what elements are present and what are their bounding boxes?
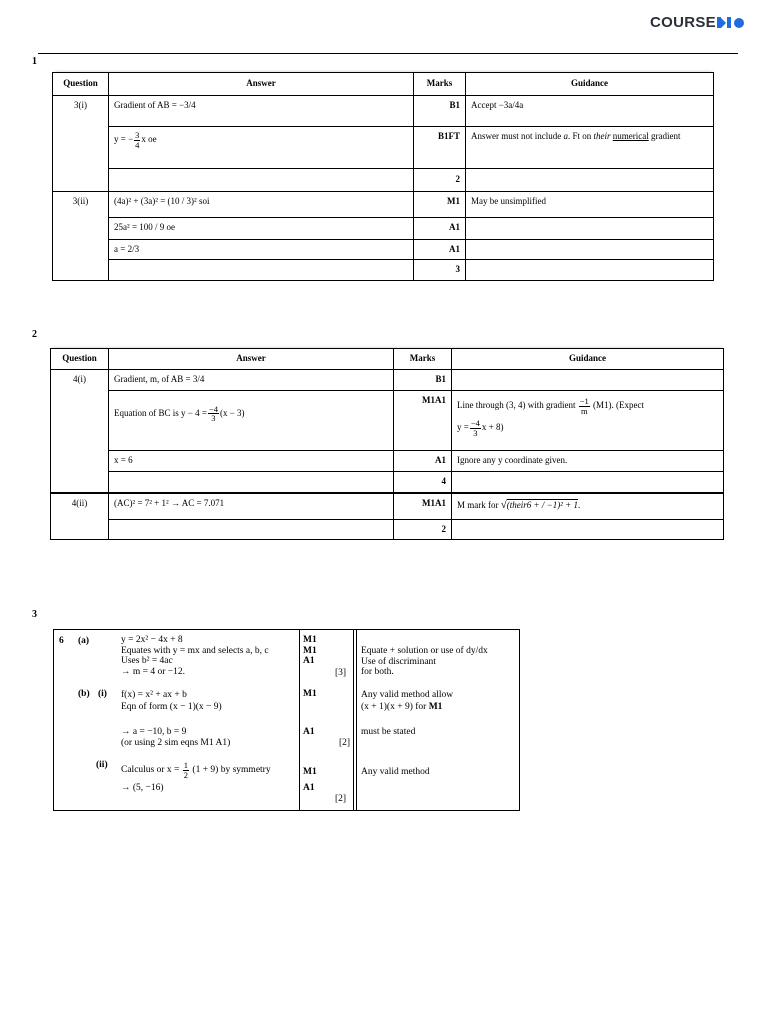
answer-block-bi-result: → a = −10, b = 9 (or using 2 sim eqns M1 A1) (121, 727, 231, 748)
question-part-a: (a) (78, 636, 90, 646)
marks-total: 3 (414, 260, 466, 280)
marks-cell: B1 (394, 370, 452, 391)
guidance-cell: Ignore any y coordinate given. (452, 451, 724, 472)
header-answer: Answer (109, 73, 414, 96)
marks-total: 4 (394, 472, 452, 493)
marks-cell: A1 (414, 218, 466, 240)
coursemo-logo (650, 14, 744, 31)
section-number-3: 3 (32, 609, 37, 620)
question-part-bi: (i) (98, 689, 107, 699)
markscheme-table-2 (50, 348, 724, 540)
question-cell: 4(ii) (51, 493, 109, 540)
answer-line-bii-result: → (5, −16) (121, 783, 164, 793)
question-part-b: (b) (78, 689, 90, 699)
guidance-cell: M mark for √(their6 + / −1)² + 1. (452, 493, 724, 520)
header-answer: Answer (109, 349, 394, 370)
markscheme-table-1 (52, 72, 714, 281)
header-rule (38, 53, 738, 54)
marks-total: [3] (335, 668, 347, 678)
marks-cell: B1 (414, 96, 466, 127)
header-question: Question (51, 349, 109, 370)
question-number: 6 (59, 636, 64, 646)
header-marks: Marks (414, 73, 466, 96)
answer-cell: 25a² = 100 / 9 oe (109, 218, 414, 240)
marks-cell: M1 (303, 767, 317, 777)
marks-cell: A1 (394, 451, 452, 472)
section-number-2: 2 (32, 329, 37, 340)
answer-block-bi: f(x) = x² + ax + b Eqn of form (x − 1)(x − 9) (121, 690, 222, 712)
marks-cell: M1A1 (394, 391, 452, 451)
answer-cell: (4a)² + (3a)² = (10 / 3)² soi (109, 192, 414, 218)
guidance-cell: May be unsimplified (466, 192, 714, 218)
answer-cell: Equation of BC is y − 4 = $\frac{-4}{3}$ (x − 3) (109, 391, 394, 451)
marks-total: [2] (335, 794, 347, 804)
header-guidance: Guidance (452, 349, 724, 370)
marks-total: 2 (414, 169, 466, 192)
logo-mark-icon (717, 17, 744, 28)
guidance-cell: Accept −3a/4a (466, 96, 714, 127)
marks-cell: A1 (303, 783, 315, 793)
marks-cell: B1FT (414, 127, 466, 169)
marks-total: 2 (394, 520, 452, 540)
marks-block-a: M1 M1 A1 (303, 635, 317, 666)
header-question: Question (53, 73, 109, 96)
header-guidance: Guidance (466, 73, 714, 96)
section-number-1: 1 (32, 56, 37, 67)
guidance-block-a: Equate + solution or use of dy/dx Use of discriminant for both. (361, 646, 488, 677)
guidance-cell: Answer must not include a. Ft on their numerical gradient (466, 127, 714, 169)
logo-text: COURSE (650, 14, 716, 31)
marks-cell: A1 (303, 727, 315, 737)
answer-cell: Gradient of AB = −3/4 (109, 96, 414, 127)
guidance-cell: Line through (3, 4) with gradient $\frac{-1}{m}$ (M1). (Expect y = $\frac{-4}{3}$ x + 8) (452, 391, 724, 451)
markscheme-table-3 (53, 629, 520, 811)
guidance-cell: must be stated (361, 727, 416, 737)
answer-cell: a = 2/3 (109, 240, 414, 260)
header-marks: Marks (394, 349, 452, 370)
answer-cell: Gradient, m, of AB = 3/4 (109, 370, 394, 391)
answer-cell: (AC)² = 7² + 1² → AC = 7.071 (109, 493, 394, 520)
answer-line-bii: Calculus or x = $\frac{1}{2}$ (1 + 9) by symmetry (121, 760, 271, 780)
question-part-bii: (ii) (96, 760, 108, 770)
marks-cell: M1A1 (394, 493, 452, 520)
marks-cell: M1 (414, 192, 466, 218)
answer-cell: y = − $\frac{3}{4}$ x oe (109, 127, 414, 169)
guidance-block-bi: Any valid method allow (x + 1)(x + 9) for M1 (361, 690, 454, 712)
guidance-cell: Any valid method (361, 767, 430, 777)
question-cell: 3(ii) (53, 192, 109, 281)
question-cell: 3(i) (53, 96, 109, 192)
marks-cell: A1 (414, 240, 466, 260)
question-cell: 4(i) (51, 370, 109, 493)
answer-cell: x = 6 (109, 451, 394, 472)
marks-total: [2] (339, 738, 351, 748)
answer-block-a: y = 2x² − 4x + 8 Equates with y = mx and selects a, b, c Uses b² = 4ac → m = 4 or −12. (121, 635, 269, 677)
marks-cell: M1 (303, 689, 317, 699)
